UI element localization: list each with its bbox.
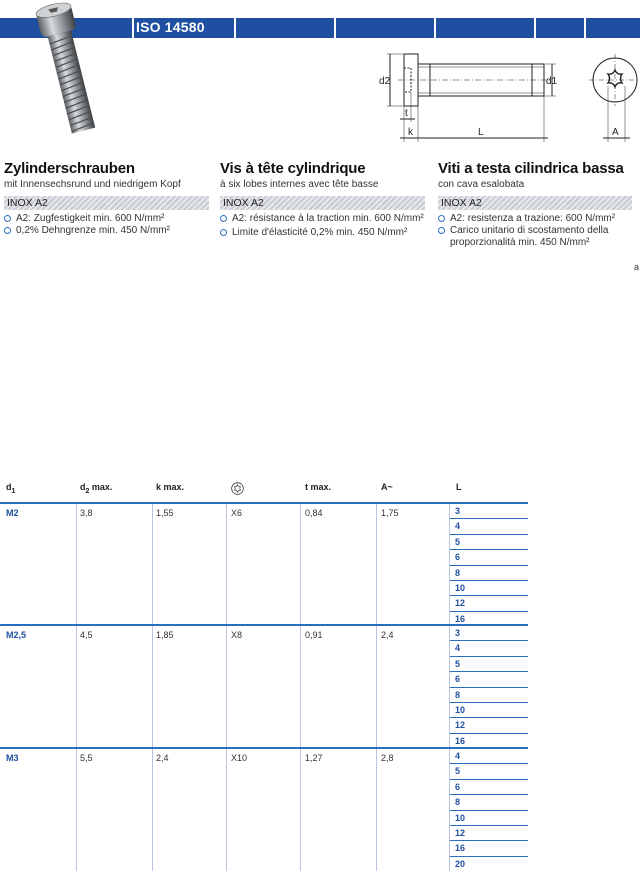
band-divider [132,18,134,38]
spec-item: A2: Zugfestigkeit min. 600 N/mm² [4,213,209,225]
subtitle-german: mit Innensechsrund und niedrigem Kopf [4,179,181,190]
column-german [4,160,209,237]
side-view-drawing [370,46,560,146]
spec-item: Carico unitario di scostamento della proporzionalità min. 450 N/mm² [438,225,632,249]
dim-label-k: k [408,127,413,138]
cell-k: 1,85 [156,630,174,640]
length-row: 8 [450,795,528,810]
hexalobular-drive-icon [231,482,244,495]
spec-list-italian [438,213,632,249]
cell-d1: M2,5 [6,630,27,640]
length-list [450,504,528,627]
column-french [220,160,425,239]
column-italian [438,160,632,249]
length-row: 3 [450,504,528,519]
length-row: 12 [450,718,528,733]
length-row: 4 [450,749,528,764]
spec-item: Limite d'élasticité 0,2% min. 450 N/mm² [220,227,425,239]
length-row: 5 [450,535,528,550]
cell-drive: X8 [231,630,243,640]
header-k: k max. [156,482,185,492]
band-divider [534,18,536,38]
length-row: 5 [450,657,528,672]
length-row: 12 [450,826,528,841]
bullet-circle-icon [4,215,11,222]
length-row: 16 [450,841,528,856]
table-row-group [0,624,528,747]
length-row: 10 [450,703,528,718]
cell-d2: 3,8 [80,508,93,518]
cell-t: 1,27 [305,753,323,763]
dimension-table [0,478,528,871]
material-badge-italian: INOX A2 [438,196,632,210]
bullet-circle-icon [220,215,227,222]
length-row: 5 [450,764,528,779]
title-italian: Viti a testa cilindrica bassa [438,160,624,177]
head-view-drawing [583,46,639,146]
length-row: 3 [450,626,528,641]
cell-d1: M3 [6,753,19,763]
spec-item: A2: résistance à la traction min. 600 N/mm² [220,213,425,225]
header-t: t max. [305,482,332,492]
dim-label-d1: d1 [546,76,558,87]
subtitle-italian: con cava esalobata [438,179,525,190]
length-row: 6 [450,550,528,565]
cell-a: 2,4 [381,630,394,640]
material-badge-french: INOX A2 [220,196,425,210]
bullet-circle-icon [438,215,445,222]
length-row: 16 [455,613,466,624]
cell-a: 1,75 [381,508,399,518]
spec-list-french [220,213,425,239]
length-list [450,626,528,749]
length-row: 20 [450,857,528,871]
length-row: 6 [450,672,528,687]
length-row: 8 [450,566,528,581]
title-german: Zylinderschrauben [4,160,135,177]
screw-photo [30,0,110,136]
length-row: 16 [455,735,466,746]
stray-character: a [634,262,640,272]
header-d2: $d_2$ max. [80,482,113,495]
band-divider [584,18,586,38]
spec-item: A2: resistenza a trazione: 600 N/mm² [438,213,632,225]
cell-d2: 5,5 [80,753,93,763]
cell-k: 1,55 [156,508,174,518]
cell-a: 2,8 [381,753,394,763]
table-row-group [0,747,528,871]
length-row: 10 [450,811,528,826]
length-row: 10 [450,581,528,596]
header-l: L [456,482,462,492]
cell-k: 2,4 [156,753,169,763]
length-row: 6 [450,780,528,795]
length-row: 4 [450,519,528,534]
table-row-group [0,502,528,624]
length-row: 12 [450,596,528,611]
length-list [450,749,528,871]
band-divider [334,18,336,38]
cell-d2: 4,5 [80,630,93,640]
dim-label-l: L [478,127,484,138]
subtitle-french: à six lobes internes avec tête basse [220,179,379,190]
standard-number: ISO 14580 [136,19,205,35]
length-row: 8 [450,688,528,703]
title-french: Vis à tête cylindrique [220,160,366,177]
cell-drive: X6 [231,508,243,518]
cell-drive: X10 [231,753,248,763]
spec-item: 0,2% Dehngrenze min. 450 N/mm² [4,225,209,237]
dim-label-t: t [405,108,408,119]
band-divider [434,18,436,38]
cell-t: 0,84 [305,508,323,518]
bullet-circle-icon [438,227,445,234]
spec-list-german [4,213,209,237]
table-header [0,478,528,502]
material-badge-german: INOX A2 [4,196,209,210]
bullet-circle-icon [220,229,227,236]
length-row: 4 [450,641,528,656]
header-d1: $d_1$ [6,482,16,495]
dim-label-a: A [612,127,619,138]
band-divider [234,18,236,38]
dim-label-d2: d2 [379,76,391,87]
bullet-circle-icon [4,227,11,234]
header-a: A~ [381,482,393,492]
cell-t: 0,91 [305,630,323,640]
cell-d1: M2 [6,508,19,518]
